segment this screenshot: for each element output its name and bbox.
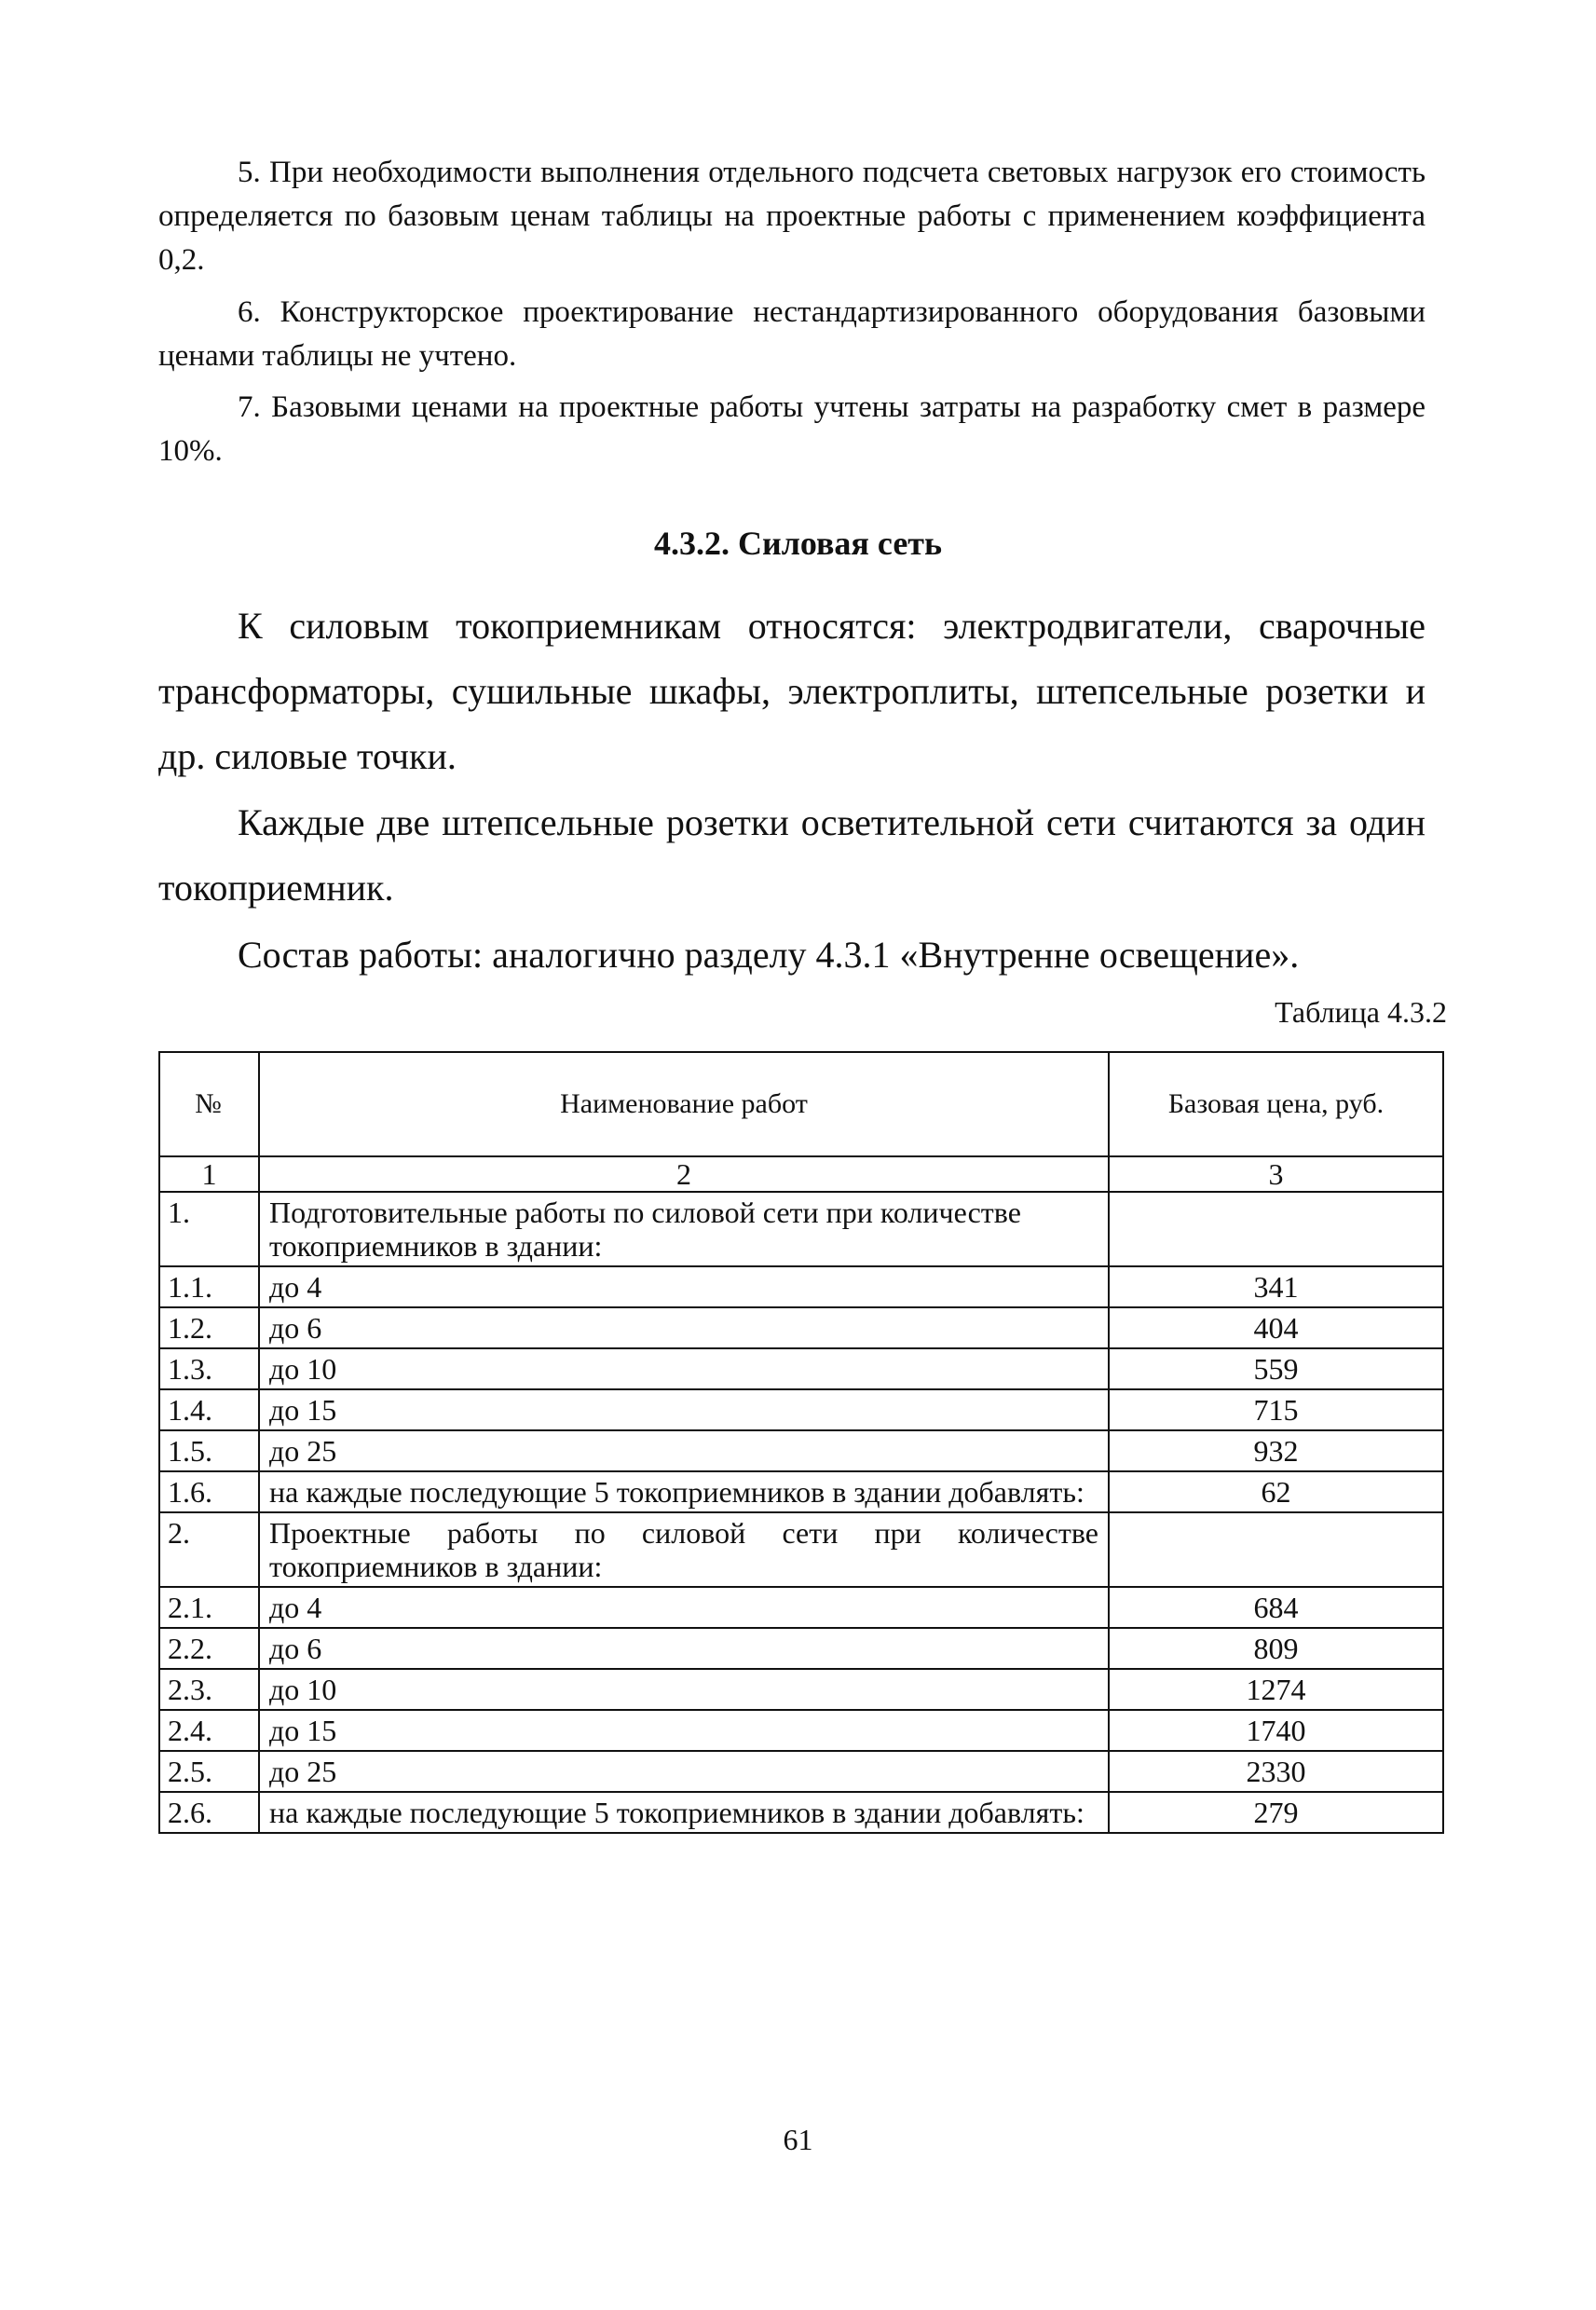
column-number-2: 2 [259, 1156, 1109, 1192]
paragraph-power-consumers: К силовым токоприемникам относятся: электродвигатели, сварочные трансформаторы, сушильные шкафы, электроплиты, штепсельные розетки и др. силовые точки. [158, 605, 1425, 777]
table-row [159, 1348, 1443, 1389]
section-heading: 4.3.2. Силовая сеть [653, 525, 943, 562]
row-price: 1740 [1109, 1710, 1443, 1751]
row-price: 932 [1109, 1430, 1443, 1471]
header-base-price: Базовая цена, руб. [1109, 1052, 1443, 1156]
row-number: 2.6. [159, 1792, 259, 1833]
row-name: до 4 [259, 1587, 1109, 1628]
row-price: 62 [1109, 1471, 1443, 1512]
page-number: 61 [783, 2123, 813, 2156]
price-table [158, 1051, 1444, 1834]
row-name: до 25 [259, 1751, 1109, 1792]
table-row [159, 1792, 1443, 1833]
row-number: 2.1. [159, 1587, 259, 1628]
row-name: Подготовительные работы по силовой сети при количестве токоприемников в здании: [259, 1192, 1109, 1266]
row-price: 809 [1109, 1628, 1443, 1669]
row-name: до 15 [259, 1710, 1109, 1751]
table-row [159, 1669, 1443, 1710]
paragraph-note-7: 7. Базовыми ценами на проектные работы учтены затраты на разработку смет в размере 10%. [158, 390, 1425, 468]
row-price: 279 [1109, 1792, 1443, 1833]
header-number: № [159, 1052, 259, 1156]
table-row [159, 1512, 1443, 1587]
row-number: 2.5. [159, 1751, 259, 1792]
row-number: 1.6. [159, 1471, 259, 1512]
table-row [159, 1471, 1443, 1512]
table-row [159, 1587, 1443, 1628]
row-price: 684 [1109, 1587, 1443, 1628]
table-row [159, 1710, 1443, 1751]
row-name: до 10 [259, 1669, 1109, 1710]
row-price: 1274 [1109, 1669, 1443, 1710]
table-row [159, 1430, 1443, 1471]
row-name: до 6 [259, 1307, 1109, 1348]
table-row [159, 1192, 1443, 1266]
row-price: 341 [1109, 1266, 1443, 1307]
table-caption: Таблица 4.3.2 [1275, 995, 1447, 1029]
row-price [1109, 1192, 1443, 1266]
row-name: до 15 [259, 1389, 1109, 1430]
row-number: 1.3. [159, 1348, 259, 1389]
header-work-name: Наименование работ [259, 1052, 1109, 1156]
row-price: 404 [1109, 1307, 1443, 1348]
row-name: до 25 [259, 1430, 1109, 1471]
table-column-numbers-row [159, 1156, 1443, 1192]
row-price: 715 [1109, 1389, 1443, 1430]
paragraph-note-6: 6. Конструкторское проектирование нестандартизированного оборудования базовыми ценами таблицы не учтено. [158, 295, 1425, 373]
paragraph-note-5: 5. При необходимости выполнения отдельного подсчета световых нагрузок его стоимость определяется по базовым ценам таблицы на проектные работы с применением коэффициента 0,2. [158, 156, 1425, 277]
row-number: 2.3. [159, 1669, 259, 1710]
row-number: 2. [159, 1512, 259, 1587]
row-number: 1. [159, 1192, 259, 1266]
column-number-3: 3 [1109, 1156, 1443, 1192]
row-number: 1.1. [159, 1266, 259, 1307]
table-row [159, 1307, 1443, 1348]
row-price [1109, 1512, 1443, 1587]
row-number: 2.2. [159, 1628, 259, 1669]
row-name: до 6 [259, 1628, 1109, 1669]
row-name: до 4 [259, 1266, 1109, 1307]
row-price: 559 [1109, 1348, 1443, 1389]
row-price: 2330 [1109, 1751, 1443, 1792]
table-row [159, 1389, 1443, 1430]
paragraph-sockets: Каждые две штепсельные розетки осветительной сети считаются за один токоприемник. [158, 801, 1425, 909]
row-number: 1.5. [159, 1430, 259, 1471]
column-number-1: 1 [159, 1156, 259, 1192]
table-row [159, 1751, 1443, 1792]
row-name: до 10 [259, 1348, 1109, 1389]
table-row [159, 1628, 1443, 1669]
row-name: на каждые последующие 5 токоприемников в здании добавлять: [259, 1792, 1109, 1833]
table-header-row [159, 1052, 1443, 1156]
row-number: 2.4. [159, 1710, 259, 1751]
row-name: Проектные работы по силовой сети при количестве токоприемников в здании: [259, 1512, 1109, 1587]
row-number: 1.4. [159, 1389, 259, 1430]
paragraph-work-composition: Состав работы: аналогично разделу 4.3.1 «Внутренне освещение». [238, 934, 1300, 976]
row-name: на каждые последующие 5 токоприемников в здании добавлять: [259, 1471, 1109, 1512]
table-row [159, 1266, 1443, 1307]
row-number: 1.2. [159, 1307, 259, 1348]
